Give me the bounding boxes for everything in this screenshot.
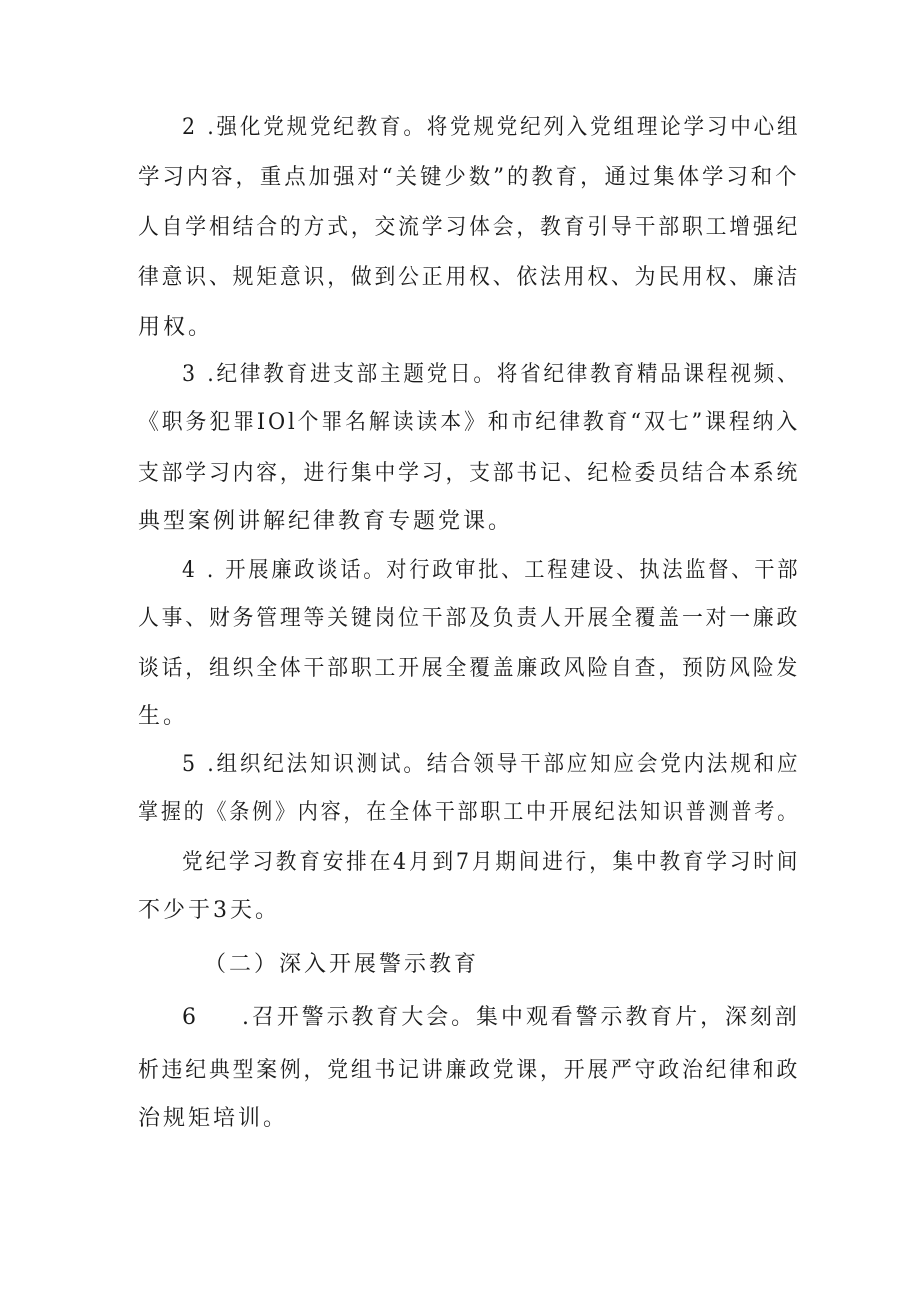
- paragraph-5-line-2: 掌握的《条例》内容，在全体干部职工中开展纪法知识普测普考。: [138, 800, 800, 825]
- item-6-line-1: .召开警示教育大会。集中观看警示教育片，深刻剖: [242, 1005, 800, 1030]
- paragraph-2-line-2: 学习内容，重点加强对“关键少数”的教育，通过集体学习和个: [138, 165, 800, 190]
- item-6-number: 6: [182, 1005, 199, 1030]
- schedule-line-1: 党纪学习教育安排在4月到7月期间进行，集中教育学习时间: [182, 850, 801, 875]
- paragraph-3-line-4: 典型案例讲解纪律教育专题党课。: [138, 509, 514, 534]
- paragraph-2-line-5: 用权。: [138, 315, 214, 340]
- paragraph-4-line-2: 人事、财务管理等关键岗位干部及负责人开展全覆盖一对一廉政: [138, 606, 801, 631]
- paragraph-4-line-1: 4 . 开展廉政谈话。对行政审批、工程建设、执法监督、干部: [182, 558, 801, 583]
- paragraph-3-line-3: 支部学习内容，进行集中学习，支部书记、纪检委员结合本系统: [138, 461, 801, 486]
- paragraph-2-line-3: 人自学相结合的方式，交流学习体会，教育引导干部职工增强纪: [138, 215, 801, 240]
- paragraph-5-line-1: 5 .组织纪法知识测试。结合领导干部应知应会党内法规和应: [182, 752, 801, 777]
- paragraph-4-line-4: 生。: [138, 704, 189, 729]
- paragraph-3-line-2: 《职务犯罪IOl个罪名解读读本》和市纪律教育“双七”课程纳入: [138, 410, 801, 435]
- paragraph-2-line-4: 律意识、规矩意识，做到公正用权、依法用权、为民用权、廉洁: [138, 265, 801, 290]
- item-6-line-3: 治规矩培训。: [138, 1106, 289, 1131]
- item-6-line-2: 析违纪典型案例，党组书记讲廉政党课，开展严守政治纪律和政: [138, 1058, 801, 1083]
- section-heading: （二）深入开展警示教育: [204, 952, 480, 977]
- paragraph-3-line-1: 3 .纪律教育进支部主题党日。将省纪律教育精品课程视频、: [182, 362, 801, 387]
- paragraph-4-line-3: 谈话，组织全体干部职工开展全覆盖廉政风险自查，预防风险发: [138, 656, 801, 681]
- schedule-line-2: 不少于3天。: [138, 898, 280, 923]
- paragraph-2-line-1: 2 .强化党规党纪教育。将党规党纪列入党组理论学习中心组: [182, 115, 801, 140]
